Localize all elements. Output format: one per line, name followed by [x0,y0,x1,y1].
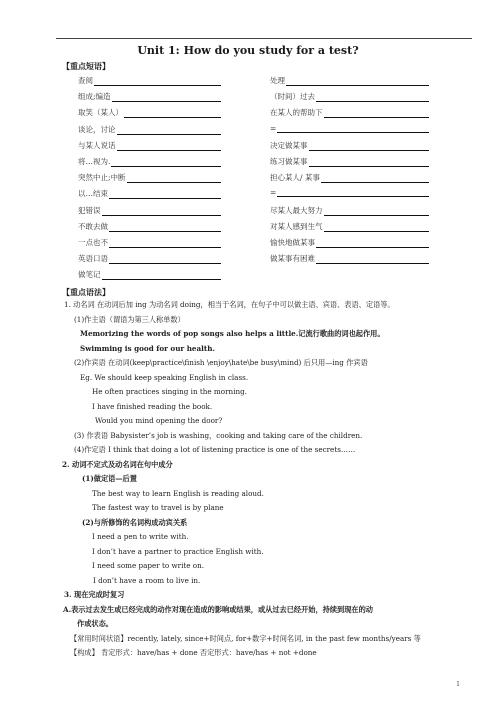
text-line: He often practices singing in the morning. [92,387,247,396]
text-line: Memorizing the words of pop songs also helps a little.记流行歌曲的词也起作用。 [80,329,385,338]
text-line: (1)做定语—后置 [82,474,137,483]
text-line: The best way to learn English is reading aloud. [92,488,264,498]
answer-blank[interactable] [109,255,221,264]
phrase-label: 以…结束 [78,189,108,199]
phrase-label: 一点也不 [78,238,108,247]
phrase-label: 处理 [270,76,285,85]
text-line: 3. 现在完成时复习 [64,590,125,599]
text-line: 【常用时间状语】recently, lately, since+时间点, for+数字+时间名词, in the past few months/years 等 [70,633,421,643]
phrase-label: 将…视为. [78,157,111,166]
text-line: The fastest way to travel is by plane [92,503,224,512]
answer-blank[interactable] [109,190,221,199]
header-rule [56,38,472,39]
phrase-left-3 [78,124,221,135]
phrase-label: 决定做某事 [270,140,308,150]
phrase-right-9 [270,221,429,232]
answer-blank[interactable] [117,142,221,151]
answer-blank[interactable] [277,188,429,197]
answer-blank[interactable] [309,142,429,151]
text-line: I don’t have a room to live in. [93,575,201,585]
answer-blank[interactable] [277,124,429,133]
phrase-label: 不敢去做 [78,221,108,231]
text-line: (1)作主语（谓语为第三人称单数） [74,314,185,324]
answer-blank[interactable] [94,77,221,86]
answer-blank[interactable] [111,158,221,167]
phrase-label: 做某事有困难 [270,254,315,264]
phrase-right-10 [270,237,429,248]
phrase-label: 查阅 [78,76,93,85]
phrase-right-0 [270,75,429,86]
text-line: 1. 动名词 在动词后加 ing 为动名词 doing，相当于名词，在句子中可以做主语、宾语、表语、定语等。 [64,300,395,309]
answer-blank[interactable] [309,158,429,167]
text-line: (2)作宾语 在动词(keep\practice\finish \enjoy\hate\be busy\mind) 后只用—ing 作宾语 [74,358,368,367]
answer-blank[interactable] [109,239,221,248]
phrase-label: 做笔记 [78,270,101,280]
phrase-label: 突然中止;中断 [78,173,126,183]
text-line: A.表示过去发生或已经完成的动作对现在造成的影响或结果，或从过去已经开始，持续到现在的动 [63,604,373,614]
answer-blank[interactable] [316,255,429,264]
phrases-header: 【重点短语】 [62,61,110,71]
answer-blank[interactable] [321,174,429,183]
phrase-left-11 [78,253,221,264]
answer-blank[interactable] [127,174,221,183]
phrase-label: 练习做某事 [270,157,308,166]
page-title: Unit 1: How do you study for a test? [137,44,359,57]
text-line: I need some paper to write on. [92,561,205,570]
phrase-right-1 [270,91,429,102]
phrase-left-1 [78,91,221,102]
answer-blank[interactable] [286,77,429,86]
phrase-label: 组成;编造 [78,92,111,102]
answer-blank[interactable] [324,109,429,118]
text-line: 2. 动词不定式及动名词在句中成分 [62,459,173,469]
text-line: 作或状态。 [77,619,113,628]
page-number: 1 [456,681,460,688]
phrase-right-3 [270,124,429,133]
phrase-label: 谈论，讨论 [78,124,116,134]
phrase-label: 在某人的帮助下 [270,108,323,118]
answer-blank[interactable] [102,271,221,280]
phrase-right-11 [270,253,429,264]
phrase-label: 与某人说话 [78,140,116,150]
answer-blank[interactable] [316,239,429,248]
phrase-left-6 [78,172,221,183]
text-line: Swimming is good for our health. [80,343,215,353]
answer-blank[interactable] [109,223,221,232]
phrase-right-2 [270,107,429,118]
phrase-left-0 [78,75,221,86]
text-line: I need a pen to write with. [92,532,189,541]
phrase-label: = [270,123,277,133]
answer-blank[interactable] [324,207,429,216]
phrase-left-10 [78,237,221,248]
phrase-label: 英语口语 [78,254,108,264]
answer-blank[interactable] [102,207,221,216]
phrase-label: 愉快地做某事 [270,238,315,247]
text-line: I don’t have a partner to practice English with. [92,546,264,556]
answer-blank[interactable] [124,109,221,118]
grammar-header: 【重点语法】 [62,287,110,297]
phrase-label: 担心某人/ 某事 [270,173,320,183]
text-line: I have finished reading the book. [92,401,213,411]
text-line: Would you mind opening the door? [95,416,223,425]
phrase-left-5 [78,156,221,167]
phrase-left-2 [78,107,221,118]
phrase-label: （时间）过去 [270,92,315,102]
phrase-left-7 [78,188,221,199]
text-line: Eg. We should keep speaking English in class. [80,372,249,382]
phrase-right-8 [270,205,429,216]
answer-blank[interactable] [112,93,221,102]
phrase-right-4 [270,140,429,151]
phrase-left-9 [78,221,221,232]
answer-blank[interactable] [324,223,429,232]
text-line: 【构成】 肯定形式：have/has + done 否定形式：have/has + not +done [70,648,317,657]
phrase-left-4 [78,140,221,151]
text-line: (4)作定语 I think that doing a lot of listening practice is one of the secrets…… [74,445,356,454]
phrase-left-12 [78,269,221,280]
phrase-label: = [270,188,277,198]
answer-blank[interactable] [316,93,429,102]
phrase-label: 对某人感到生气 [270,221,323,231]
phrase-right-6 [270,172,429,183]
text-line: (3) 作表语 Babysister’s job is washing，cooking and taking care of the children. [74,430,363,440]
text-line: (2)与所修饰的名词构成动宾关系 [82,517,188,527]
phrase-right-7 [270,188,429,197]
phrase-left-8 [78,205,221,216]
phrase-label: 犯错误 [78,205,101,215]
phrase-label: 取笑（某人） [78,108,123,118]
answer-blank[interactable] [117,126,221,135]
phrase-right-5 [270,156,429,167]
phrase-label: 尽某人最大努力 [270,205,323,215]
